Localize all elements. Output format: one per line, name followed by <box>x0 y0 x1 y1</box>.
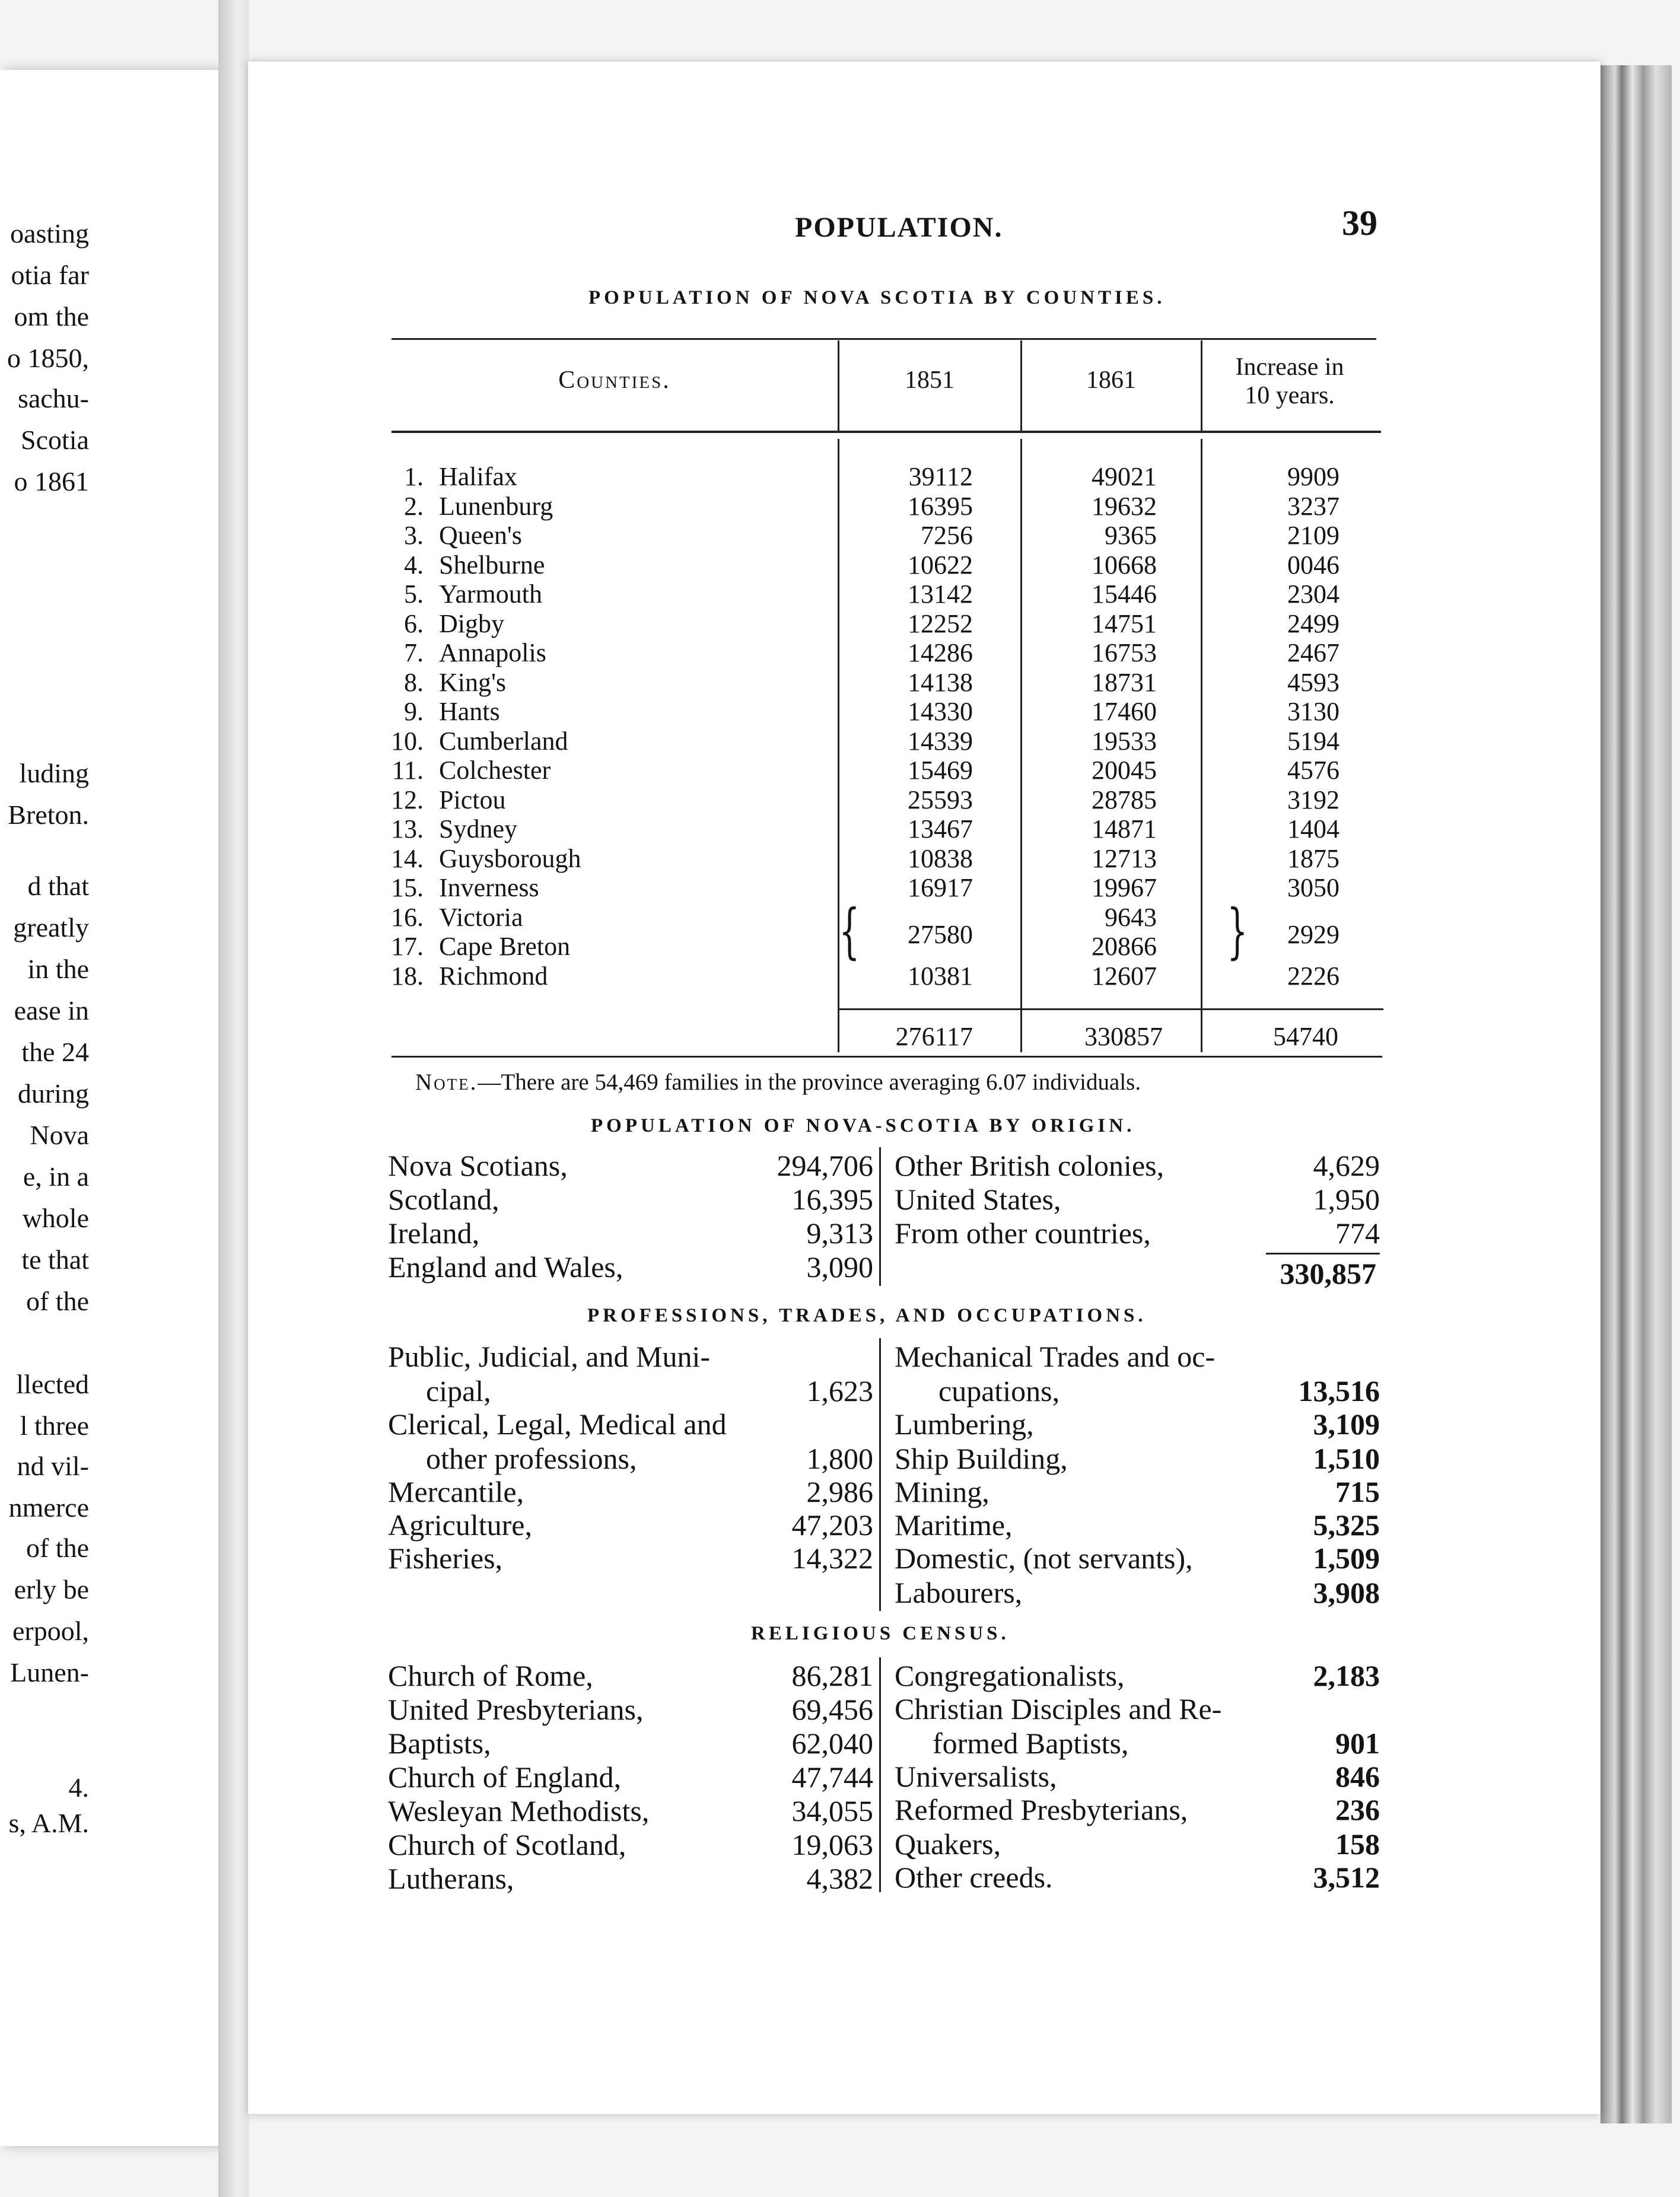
county-1861-value: 19533 <box>1092 727 1157 756</box>
left-page-fragment: Breton. <box>8 800 89 830</box>
rel-right-4: Reformed Presbyterians, <box>895 1793 1188 1826</box>
religion-divider <box>879 1657 881 1892</box>
county-name: Sydney <box>439 814 517 843</box>
prof-right-5-value: 5,325 <box>1313 1508 1380 1542</box>
professions-title: PROFESSIONS, TRADES, AND OCCUPATIONS. <box>587 1305 1147 1326</box>
county-1861-value: 17460 <box>1092 697 1157 726</box>
county-1861-value: 20866 <box>1092 932 1157 961</box>
origin-left-label: Nova Scotians, <box>388 1149 568 1182</box>
county-increase-value: 1875 <box>1287 844 1339 873</box>
table-bottom-rule <box>392 1056 1382 1058</box>
religion-left-label: Church of England, <box>388 1760 621 1794</box>
left-page-fragment: o 1850, <box>7 343 89 373</box>
prof-left-2a: Clerical, Legal, Medical and <box>388 1408 727 1441</box>
table-top-rule <box>392 338 1376 340</box>
left-page-fragment: during <box>17 1078 89 1109</box>
left-page-fragment: te that <box>21 1244 89 1275</box>
religion-left-value: 19,063 <box>791 1828 873 1861</box>
prof-right-6: Domestic, (not servants), <box>895 1542 1193 1575</box>
rel-right-6: Other creeds. <box>895 1861 1053 1894</box>
county-1861-value: 9643 <box>1105 903 1157 932</box>
page-number: 39 <box>1342 203 1377 243</box>
county-1851-value: 7256 <box>921 521 973 550</box>
county-name: King's <box>439 668 507 697</box>
prof-right-6-value: 1,509 <box>1313 1542 1380 1575</box>
county-increase-value: 3237 <box>1287 492 1339 521</box>
origin-left-label: Scotland, <box>388 1183 499 1216</box>
religion-left-value: 62,040 <box>791 1727 873 1760</box>
county-1861-value: 16753 <box>1092 638 1157 667</box>
prof-right-5: Maritime, <box>895 1508 1013 1542</box>
religion-left-label: Wesleyan Methodists, <box>388 1794 650 1827</box>
left-page-fragment: of the <box>26 1286 89 1316</box>
county-name: Hants <box>439 697 500 726</box>
county-increase-value: 0046 <box>1287 550 1339 580</box>
origin-right-value: 1,950 <box>1313 1183 1380 1216</box>
county-increase-value: 3192 <box>1287 785 1339 814</box>
note-text: —There are 54,469 families in the province averaging 6.07 individuals. <box>478 1069 1141 1095</box>
rel-right-6-value: 3,512 <box>1313 1861 1380 1894</box>
prof-right-3: Ship Building, <box>895 1442 1068 1475</box>
county-number: 4. <box>404 550 424 580</box>
county-1861-value: 14871 <box>1092 814 1157 843</box>
county-increase-value: 2109 <box>1287 521 1339 550</box>
rel-right-2-value: 901 <box>1335 1727 1380 1760</box>
left-page-fragment: the 24 <box>21 1037 89 1067</box>
county-1851-value: 25593 <box>908 785 973 814</box>
origin-right-label: From other countries, <box>895 1217 1151 1250</box>
county-1851-value: 10381 <box>908 961 973 991</box>
county-1851-value: 12252 <box>908 609 973 638</box>
left-page-fragment: om the <box>14 301 89 332</box>
origin-left-label: Ireland, <box>388 1217 480 1250</box>
county-increase-value: 3050 <box>1287 873 1339 902</box>
left-page-fragment: in the <box>27 954 89 984</box>
county-name: Shelburne <box>439 550 545 580</box>
county-1851-value: 10622 <box>908 550 973 580</box>
left-page-fragment: ease in <box>14 995 89 1026</box>
county-name: Digby <box>439 609 504 638</box>
county-number: 9. <box>404 697 424 726</box>
religion-left-value: 4,382 <box>806 1862 873 1895</box>
religion-left-label: Church of Rome, <box>388 1659 593 1692</box>
col-header-1861: 1861 <box>1086 367 1136 394</box>
origin-left-value: 294,706 <box>777 1149 873 1182</box>
county-1851-value: 16917 <box>908 873 973 902</box>
county-name: Pictou <box>439 785 506 814</box>
prof-left-1a: Public, Judicial, and Muni- <box>388 1340 710 1373</box>
county-number: 5. <box>404 580 424 609</box>
col-header-counties: Counties. <box>558 367 671 394</box>
origin-total: 330,857 <box>1280 1257 1376 1290</box>
prof-left-1-value: 1,623 <box>806 1374 873 1408</box>
rel-right-2b: formed Baptists, <box>933 1727 1129 1760</box>
county-increase-value: 2226 <box>1287 961 1339 991</box>
prof-right-1b: cupations, <box>938 1374 1060 1408</box>
prof-right-7: Labourers, <box>895 1576 1023 1609</box>
origin-left-value: 16,395 <box>791 1183 873 1216</box>
county-increase-value: 2304 <box>1287 580 1339 609</box>
county-1861-value: 19632 <box>1092 492 1157 521</box>
county-name: Halifax <box>439 462 517 491</box>
county-1861-value: 10668 <box>1092 550 1157 580</box>
county-increase-value: 2467 <box>1287 638 1339 667</box>
prof-left-3-value: 2,986 <box>806 1475 873 1508</box>
left-page-fragment: greatly <box>13 912 89 943</box>
running-title: POPULATION. <box>795 212 1003 243</box>
rel-right-2a: Christian Disciples and Re- <box>895 1692 1222 1725</box>
religion-left-value: 69,456 <box>791 1693 873 1726</box>
county-increase-value: 2499 <box>1287 609 1339 638</box>
county-1851-value: 13142 <box>908 580 973 609</box>
county-number: 13. <box>391 814 424 843</box>
left-page-fragment: of the <box>26 1533 89 1563</box>
left-page-fragment: Lunen- <box>10 1657 89 1687</box>
merged-increase-value: 2929 <box>1287 920 1339 949</box>
origin-right-label: Other British colonies, <box>895 1149 1164 1182</box>
origin-right-label: United States, <box>895 1183 1061 1216</box>
county-number: 12. <box>391 785 424 814</box>
total-1851: 276117 <box>895 1022 973 1051</box>
religion-left-value: 47,744 <box>791 1760 873 1794</box>
county-1851-value: 16395 <box>908 492 973 521</box>
prof-right-1a: Mechanical Trades and oc- <box>895 1340 1216 1373</box>
prof-right-4-value: 715 <box>1335 1475 1380 1508</box>
county-1861-value: 12713 <box>1092 844 1157 873</box>
county-number: 17. <box>391 932 424 961</box>
county-1851-value: 14330 <box>908 697 973 726</box>
county-1851-value: 10838 <box>908 844 973 873</box>
county-number: 14. <box>391 844 424 873</box>
religion-left-label: United Presbyterians, <box>388 1693 644 1726</box>
origin-left-label: England and Wales, <box>388 1250 623 1284</box>
county-1851-value: 39112 <box>908 462 973 491</box>
col-header-1851: 1851 <box>905 367 954 394</box>
county-table-title: POPULATION OF NOVA SCOTIA BY COUNTIES. <box>588 287 1166 308</box>
prof-right-4: Mining, <box>895 1475 989 1508</box>
total-1861: 330857 <box>1084 1022 1163 1051</box>
total-increase: 54740 <box>1273 1022 1338 1051</box>
col-header-increase-line2: 10 years. <box>1245 382 1335 409</box>
county-number: 2. <box>404 492 424 521</box>
county-1861-value: 20045 <box>1092 756 1157 785</box>
rel-right-1: Congregationalists, <box>895 1659 1125 1692</box>
origin-left-value: 3,090 <box>806 1250 873 1284</box>
left-page-fragment: luding <box>19 758 89 788</box>
county-1851-value: 14138 <box>908 668 973 697</box>
county-name: Cumberland <box>439 727 568 756</box>
left-page-fragment: Nova <box>30 1120 89 1150</box>
totals-rule <box>838 1008 1383 1010</box>
left-page-fragment: llected <box>16 1369 89 1399</box>
left-page-fragment: Scotia <box>21 425 89 455</box>
county-name: Lunenburg <box>439 492 553 521</box>
table-note <box>415 1069 1141 1096</box>
county-name: Annapolis <box>439 638 546 667</box>
prof-left-2b: other professions, <box>426 1442 637 1475</box>
table-header-rule <box>392 431 1381 433</box>
county-number: 1. <box>404 462 424 491</box>
merged-1851-value: 27580 <box>908 920 973 949</box>
left-page-fragment: oasting <box>10 218 89 249</box>
prof-right-1-value: 13,516 <box>1298 1374 1380 1408</box>
county-1851-value: 14339 <box>908 727 973 756</box>
previous-page <box>0 70 219 2146</box>
county-name: Yarmouth <box>439 580 543 609</box>
religion-left-label: Baptists, <box>388 1727 491 1760</box>
county-increase-value: 9909 <box>1287 462 1339 491</box>
prof-left-3: Mercantile, <box>388 1475 524 1508</box>
rel-right-1-value: 2,183 <box>1313 1659 1380 1692</box>
county-1861-value: 28785 <box>1092 785 1157 814</box>
professions-divider <box>879 1338 881 1611</box>
county-1861-value: 12607 <box>1092 961 1157 991</box>
county-1851-value: 15469 <box>908 756 973 785</box>
col-divider-body-3 <box>1201 439 1202 1052</box>
prof-right-7-value: 3,908 <box>1313 1576 1380 1609</box>
rel-right-5-value: 158 <box>1335 1827 1380 1861</box>
left-page-fragment: l three <box>20 1410 89 1441</box>
left-page-fragment: nd vil- <box>17 1451 89 1481</box>
left-page-fragment: d that <box>27 871 89 901</box>
county-1861-value: 14751 <box>1092 609 1157 638</box>
prof-left-1b: cipal, <box>426 1374 491 1408</box>
left-page-fragment: o 1861 <box>14 466 89 496</box>
religion-title: RELIGIOUS CENSUS. <box>751 1623 1010 1644</box>
left-brace: { <box>839 896 860 966</box>
left-page-fragment: sachu- <box>17 383 89 413</box>
left-page-fragment: nmerce <box>8 1492 89 1523</box>
right-brace: } <box>1227 896 1248 966</box>
county-increase-value: 4576 <box>1287 756 1339 785</box>
county-number: 15. <box>391 873 424 902</box>
prof-left-4-value: 47,203 <box>791 1508 873 1542</box>
prof-left-5-value: 14,322 <box>791 1542 873 1575</box>
left-page-fragment: whole <box>22 1203 89 1233</box>
rel-right-3: Universalists, <box>895 1760 1057 1793</box>
left-page-fragment: erly be <box>14 1574 89 1604</box>
county-name: Victoria <box>439 903 523 932</box>
origin-title: POPULATION OF NOVA-SCOTIA BY ORIGIN. <box>591 1115 1135 1136</box>
religion-left-label: Church of Scotland, <box>388 1828 626 1861</box>
rel-right-4-value: 236 <box>1335 1793 1380 1826</box>
left-page-fragment: e, in a <box>23 1161 89 1192</box>
prof-left-5: Fisheries, <box>388 1542 503 1575</box>
county-1861-value: 15446 <box>1092 580 1157 609</box>
county-1861-value: 49021 <box>1092 462 1157 491</box>
prof-right-2: Lumbering, <box>895 1408 1034 1441</box>
county-number: 7. <box>404 638 424 667</box>
left-page-fragment: erpool, <box>12 1616 89 1646</box>
origin-total-rule <box>1266 1253 1380 1254</box>
county-number: 11. <box>392 756 424 785</box>
county-name: Queen's <box>439 521 522 550</box>
origin-right-value: 4,629 <box>1313 1149 1380 1182</box>
page-edges <box>1601 65 1672 2123</box>
county-number: 16. <box>391 903 424 932</box>
county-number: 10. <box>391 727 424 756</box>
col-divider-body-2 <box>1020 439 1022 1052</box>
col-header-increase-line1: Increase in <box>1235 354 1344 381</box>
left-page-fragment: otia far <box>11 260 89 290</box>
county-name: Cape Breton <box>439 932 571 961</box>
county-1861-value: 19967 <box>1092 873 1157 902</box>
religion-left-label: Lutherans, <box>388 1862 514 1895</box>
rel-right-3-value: 846 <box>1335 1760 1380 1793</box>
religion-left-value: 86,281 <box>791 1659 873 1692</box>
county-increase-value: 3130 <box>1287 697 1339 726</box>
prof-left-2-value: 1,800 <box>806 1442 873 1475</box>
county-number: 8. <box>404 668 424 697</box>
county-1851-value: 13467 <box>908 814 973 843</box>
county-increase-value: 5194 <box>1287 727 1339 756</box>
county-1861-value: 18731 <box>1092 668 1157 697</box>
county-1851-value: 14286 <box>908 638 973 667</box>
prof-right-2-value: 3,109 <box>1313 1408 1380 1441</box>
county-number: 18. <box>391 961 424 991</box>
prof-left-4: Agriculture, <box>388 1508 532 1542</box>
religion-left-value: 34,055 <box>791 1794 873 1827</box>
note-label: Note. <box>415 1069 478 1095</box>
prof-right-3-value: 1,510 <box>1313 1442 1380 1475</box>
county-name: Guysborough <box>439 844 581 873</box>
county-name: Inverness <box>439 873 539 902</box>
county-name: Colchester <box>439 756 551 785</box>
county-1861-value: 9365 <box>1105 521 1157 550</box>
rel-right-5: Quakers, <box>895 1827 1001 1861</box>
county-name: Richmond <box>439 961 548 991</box>
county-increase-value: 1404 <box>1287 814 1339 843</box>
book-gutter <box>218 0 249 2197</box>
county-number: 6. <box>404 609 424 638</box>
origin-right-value: 774 <box>1335 1217 1380 1250</box>
origin-left-value: 9,313 <box>806 1217 873 1250</box>
origin-divider <box>879 1147 881 1286</box>
county-number: 3. <box>404 521 424 550</box>
county-increase-value: 4593 <box>1287 668 1339 697</box>
left-page-fragment: 4. <box>68 1772 89 1803</box>
left-page-fragment: s, A.M. <box>8 1808 89 1838</box>
